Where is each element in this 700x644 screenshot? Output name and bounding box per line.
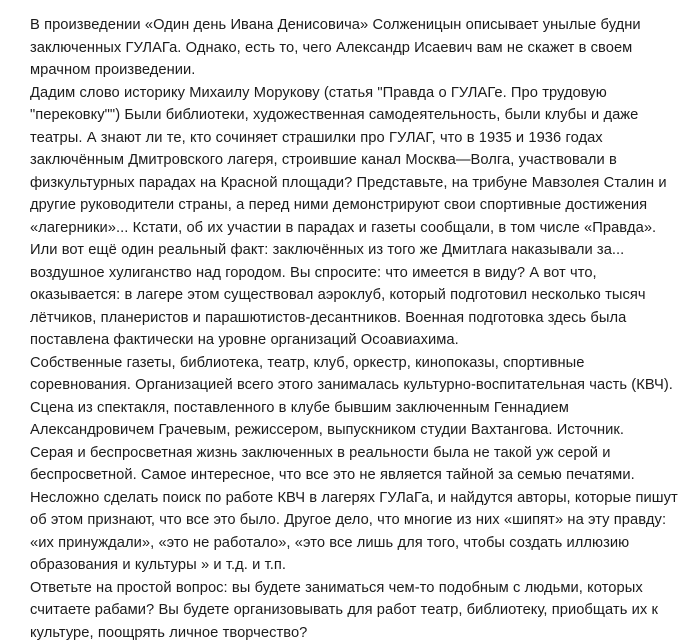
paragraph: Сцена из спектакля, поставленного в клубе бывшим заключенным Геннадием Александровичем Грачевым, режиссером, выпускником студии Вахтангова. Источник. xyxy=(30,397,678,442)
paragraph: Дадим слово историку Михаилу Морукову (статья "Правда о ГУЛАГе. Про трудовую "перековку"") Были библиотеки, художественная самодеятельность, были клубы и даже театры. А знают ли те, кто сочиняет страшилки про ГУЛАГ, что в 1935 и 1936 годах заключённым Дмитровского лагеря, строившие канал Москва—Волга, участвовали в физкультурных парадах на Красной площади? Представьте, на трибуне Мавзолея Сталин и другие руководители страны, а перед ними демонстрируют свои спортивные достижения «лагерники»... Кстати, об их участии в парадах и газеты сообщали, в том числе «Правда». xyxy=(30,82,678,240)
paragraph: Несложно сделать поиск по работе КВЧ в лагерях ГУЛаГа, и найдутся авторы, которые пишут об этом признают, что все это было. Другое дело, что многие из них «шипят» на эту правду: «их принуждали», «это не работало», «это все лишь для того, чтобы создать иллюзию образования и культуры » и т.д. и т.п. xyxy=(30,487,678,577)
paragraph: В произведении «Один день Ивана Денисовича» Солженицын описывает унылые будни заключенных ГУЛАГа. Однако, есть то, чего Александр Исаевич вам не скажет в своем мрачном произведении. xyxy=(30,14,678,82)
paragraph: Или вот ещё один реальный факт: заключённых из того же Дмитлага наказывали за... воздушное хулиганство над городом. Вы спросите: что имеется в виду? А вот что, оказывается: в лагере этом существовал аэроклуб, который подготовил несколько тысяч лётчиков, планеристов и парашютистов-десантников. Военная подготовка здесь была поставлена фактически на уровне организаций Осоавиахима. xyxy=(30,239,678,352)
paragraph: Серая и беспросветная жизнь заключенных в реальности была не такой уж серой и беспросветной. Самое интересное, что все это не является тайной за семью печатями. xyxy=(30,442,678,487)
paragraph: Собственные газеты, библиотека, театр, клуб, оркестр, кинопоказы, спортивные соревнования. Организацией всего этого занималась культурно-воспитательная часть (КВЧ). xyxy=(30,352,678,397)
paragraph: Ответьте на простой вопрос: вы будете заниматься чем-то подобным с людьми, которых считаете рабами? Вы будете организовывать для работ театр, библиотеку, приобщать их к культуре, поощрять личное творчество? xyxy=(30,577,678,644)
